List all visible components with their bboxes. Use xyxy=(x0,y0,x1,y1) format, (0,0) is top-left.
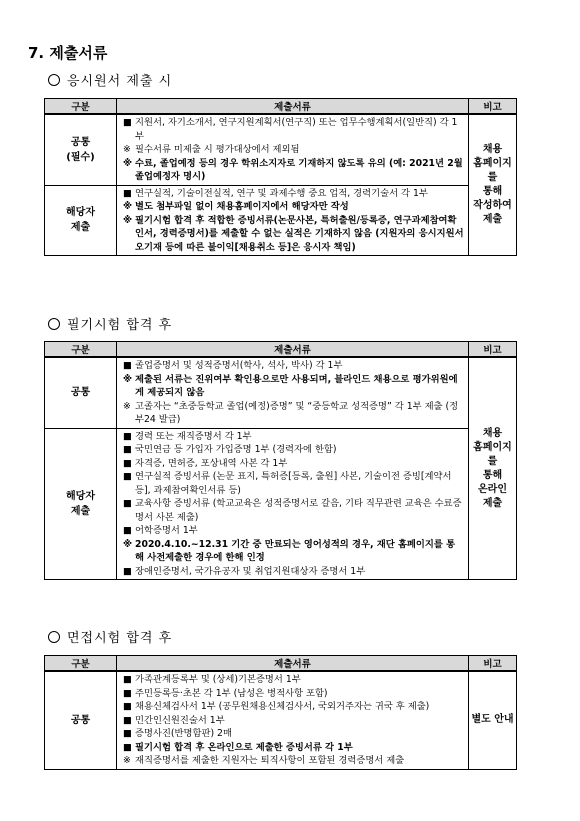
reference-mark-icon: ※ xyxy=(123,373,133,385)
square-bullet-icon: ■ xyxy=(123,187,132,199)
document-item-text: 졸업증명서 및 성적증명서(학사, 석사, 박사) 각 1부 xyxy=(135,360,343,371)
table-header-row xyxy=(45,99,517,115)
header-category: 구분 xyxy=(45,656,117,672)
square-bullet-icon: ■ xyxy=(123,471,132,482)
square-bullet-icon: ■ xyxy=(123,714,132,726)
category-cell: 해당자 제출 xyxy=(45,185,117,256)
document-item-text: 수료, 졸업예정 등의 경우 학위소지자로 기재하지 않도록 유의 (예: 2021년 2월 졸업예정자 명시) xyxy=(135,157,463,182)
square-bullet-icon: ■ xyxy=(123,360,132,371)
header-category: 구분 xyxy=(45,342,117,358)
document-item-text: 별도 첨부파일 없이 채용홈페이지에서 해당자만 작성 xyxy=(135,201,349,212)
square-bullet-icon: ■ xyxy=(123,565,132,577)
note-cell: 채용 홈페이지를 통해 작성하여 제출 xyxy=(469,114,517,256)
document-note-item xyxy=(123,538,464,565)
table-header-row xyxy=(45,342,517,358)
document-item-text: 필기시험 합격 후 적합한 증빙서류(논문사본, 특허출원/등록증, 연구과제참여확인서, 경력증명서)를 제출할 수 없는 실적은 기재하지 않음 (지원자의 응시지원서 오기재 등에 따른 불이익[채용취소 등]은 응시자 책임) xyxy=(135,214,464,253)
documents-cell xyxy=(117,428,469,580)
table-row xyxy=(45,671,517,769)
subsection-heading-application xyxy=(48,70,172,89)
document-item xyxy=(123,565,464,579)
document-item-text: 제출된 서류는 진위여부 확인용으로만 사용되며, 블라인드 채용으로 평가위원에게 제공되지 않음 xyxy=(135,373,458,398)
category-cell: 공통 xyxy=(45,357,117,428)
header-documents: 제출서류 xyxy=(117,342,469,358)
header-note: 비고 xyxy=(469,656,517,672)
square-bullet-icon: ■ xyxy=(123,498,132,509)
document-item-text: 필수서류 미제출 시 평가대상에서 제외됨 xyxy=(135,144,300,155)
reference-mark-icon: ※ xyxy=(123,538,133,550)
document-item-text: 연구실적, 기술이전실적, 연구 및 과제수행 중요 업적, 경력기술서 각 1부 xyxy=(135,187,428,199)
document-item-text: 증명사진(반명함판) 2매 xyxy=(135,728,232,739)
reference-mark-icon: ※ xyxy=(123,400,131,412)
square-bullet-icon: ■ xyxy=(123,430,132,442)
table-row xyxy=(45,357,517,428)
document-item xyxy=(123,443,464,457)
subsection-heading-written xyxy=(48,314,172,333)
note-cell: 채용 홈페이지를 통해 온라인 제출 xyxy=(469,357,517,580)
document-item xyxy=(123,116,464,143)
document-item xyxy=(123,687,464,701)
document-item-text: 국민연금 등 가입자 가입증명 1부 (경력자에 한함) xyxy=(135,444,337,455)
document-item-text: 고졸자는 “초중등학교 졸업(예정)증명” 및 “중등학교 성적증명” 각 1부 제출 (정부24 발급) xyxy=(135,400,459,425)
square-bullet-icon: ■ xyxy=(123,728,132,739)
document-item-text: 지원서, 자기소개서, 연구지원계획서(연구직) 또는 업무수행계획서(일반직) 각 1부 xyxy=(135,117,458,142)
document-item xyxy=(123,470,464,497)
section-title: 7. 제출서류 xyxy=(28,44,108,62)
documents-cell xyxy=(117,671,469,769)
category-cell: 해당자 제출 xyxy=(45,428,117,580)
subsection-heading-text: 면접시험 합격 후 xyxy=(67,631,173,646)
table-row xyxy=(45,185,517,256)
document-item xyxy=(123,497,464,524)
documents-cell xyxy=(117,357,469,428)
document-note-item xyxy=(123,157,464,184)
document-note-item xyxy=(123,214,464,255)
document-item-text: 2020.4.10.~12.31 기간 중 만료되는 영어성적의 경우, 재단 홈페이지를 통해 사전제출한 경우에 한해 인정 xyxy=(135,538,456,563)
document-item-text: 가족관계등록부 및 (상세)기본증명서 1부 xyxy=(135,674,301,685)
document-item-text: 민간인신원진술서 1부 xyxy=(135,714,225,726)
document-item-text: 연구실적 증빙서류 (논문 표지, 특허증[등록, 출원] 사본, 기술이전 증빙[계약서 등], 과제참여확인서류 등) xyxy=(135,471,452,496)
document-item xyxy=(123,727,464,741)
square-bullet-icon: ■ xyxy=(123,701,132,712)
subsection-heading-text: 응시원서 제출 시 xyxy=(67,74,173,89)
category-cell: 공통 xyxy=(45,671,117,769)
square-bullet-icon: ■ xyxy=(123,687,132,699)
square-bullet-icon: ■ xyxy=(123,741,132,753)
reference-mark-icon: ※ xyxy=(123,214,133,226)
subsection-heading-interview xyxy=(48,627,172,646)
header-note: 비고 xyxy=(469,99,517,115)
circle-bullet-icon xyxy=(48,318,60,330)
reference-mark-icon: ※ xyxy=(123,201,133,212)
header-category: 구분 xyxy=(45,99,117,115)
table-row xyxy=(45,114,517,185)
reference-mark-icon: ※ xyxy=(123,144,131,155)
document-item-text: 교육사항 증빙서류 (학교교육은 성적증명서로 갈음, 기타 직무관련 교육은 수료증명서 사본 제출) xyxy=(135,498,462,523)
document-item-text: 장애인증명서, 국가유공자 및 취업지원대상자 증명서 1부 xyxy=(135,565,366,577)
square-bullet-icon: ■ xyxy=(123,457,132,469)
reference-mark-icon: ※ xyxy=(123,755,131,766)
document-item xyxy=(123,741,464,755)
document-note-item xyxy=(123,400,464,427)
table-application-docs xyxy=(44,98,517,256)
document-item xyxy=(123,457,464,471)
document-note-item xyxy=(123,373,464,400)
document-item-text: 어학증명서 1부 xyxy=(135,525,198,536)
table-header-row xyxy=(45,656,517,672)
document-item xyxy=(123,714,464,728)
table-interview-docs xyxy=(44,655,517,770)
header-documents: 제출서류 xyxy=(117,99,469,115)
document-item xyxy=(123,187,464,201)
square-bullet-icon: ■ xyxy=(123,117,132,128)
document-item xyxy=(123,430,464,444)
header-documents: 제출서류 xyxy=(117,656,469,672)
documents-cell xyxy=(117,114,469,185)
document-note-item xyxy=(123,143,464,157)
documents-cell xyxy=(117,185,469,256)
subsection-heading-text: 필기시험 합격 후 xyxy=(67,318,173,333)
document-item xyxy=(123,700,464,714)
document-item-text: 자격증, 면허증, 포상내역 사본 각 1부 xyxy=(135,457,288,469)
document-item-text: 주민등록등·초본 각 1부 (남성은 병적사항 포함) xyxy=(135,687,328,699)
note-cell: 별도 안내 xyxy=(469,671,517,769)
table-row xyxy=(45,428,517,580)
document-note-item xyxy=(123,754,464,768)
document-item xyxy=(123,524,464,538)
document-item xyxy=(123,673,464,687)
table-written-exam-docs xyxy=(44,341,517,580)
document-item-text: 재직증명서를 제출한 지원자는 퇴직사항이 포함된 경력증명서 제출 xyxy=(135,755,405,766)
square-bullet-icon: ■ xyxy=(123,674,132,685)
document-item-text: 채용신체검사서 1부 (공무원채용신체검사서, 국외거주자는 귀국 후 제출) xyxy=(135,701,430,712)
category-cell: 공통 (필수) xyxy=(45,114,117,185)
square-bullet-icon: ■ xyxy=(123,525,132,536)
circle-bullet-icon xyxy=(48,631,60,643)
document-item-text: 필기시험 합격 후 온라인으로 제출한 증빙서류 각 1부 xyxy=(135,741,353,753)
square-bullet-icon: ■ xyxy=(123,444,132,455)
circle-bullet-icon xyxy=(48,74,60,86)
reference-mark-icon: ※ xyxy=(123,157,133,169)
document-item-text: 경력 또는 재직증명서 각 1부 xyxy=(135,430,252,442)
document-item xyxy=(123,359,464,373)
header-note: 비고 xyxy=(469,342,517,358)
document-note-item xyxy=(123,200,464,214)
